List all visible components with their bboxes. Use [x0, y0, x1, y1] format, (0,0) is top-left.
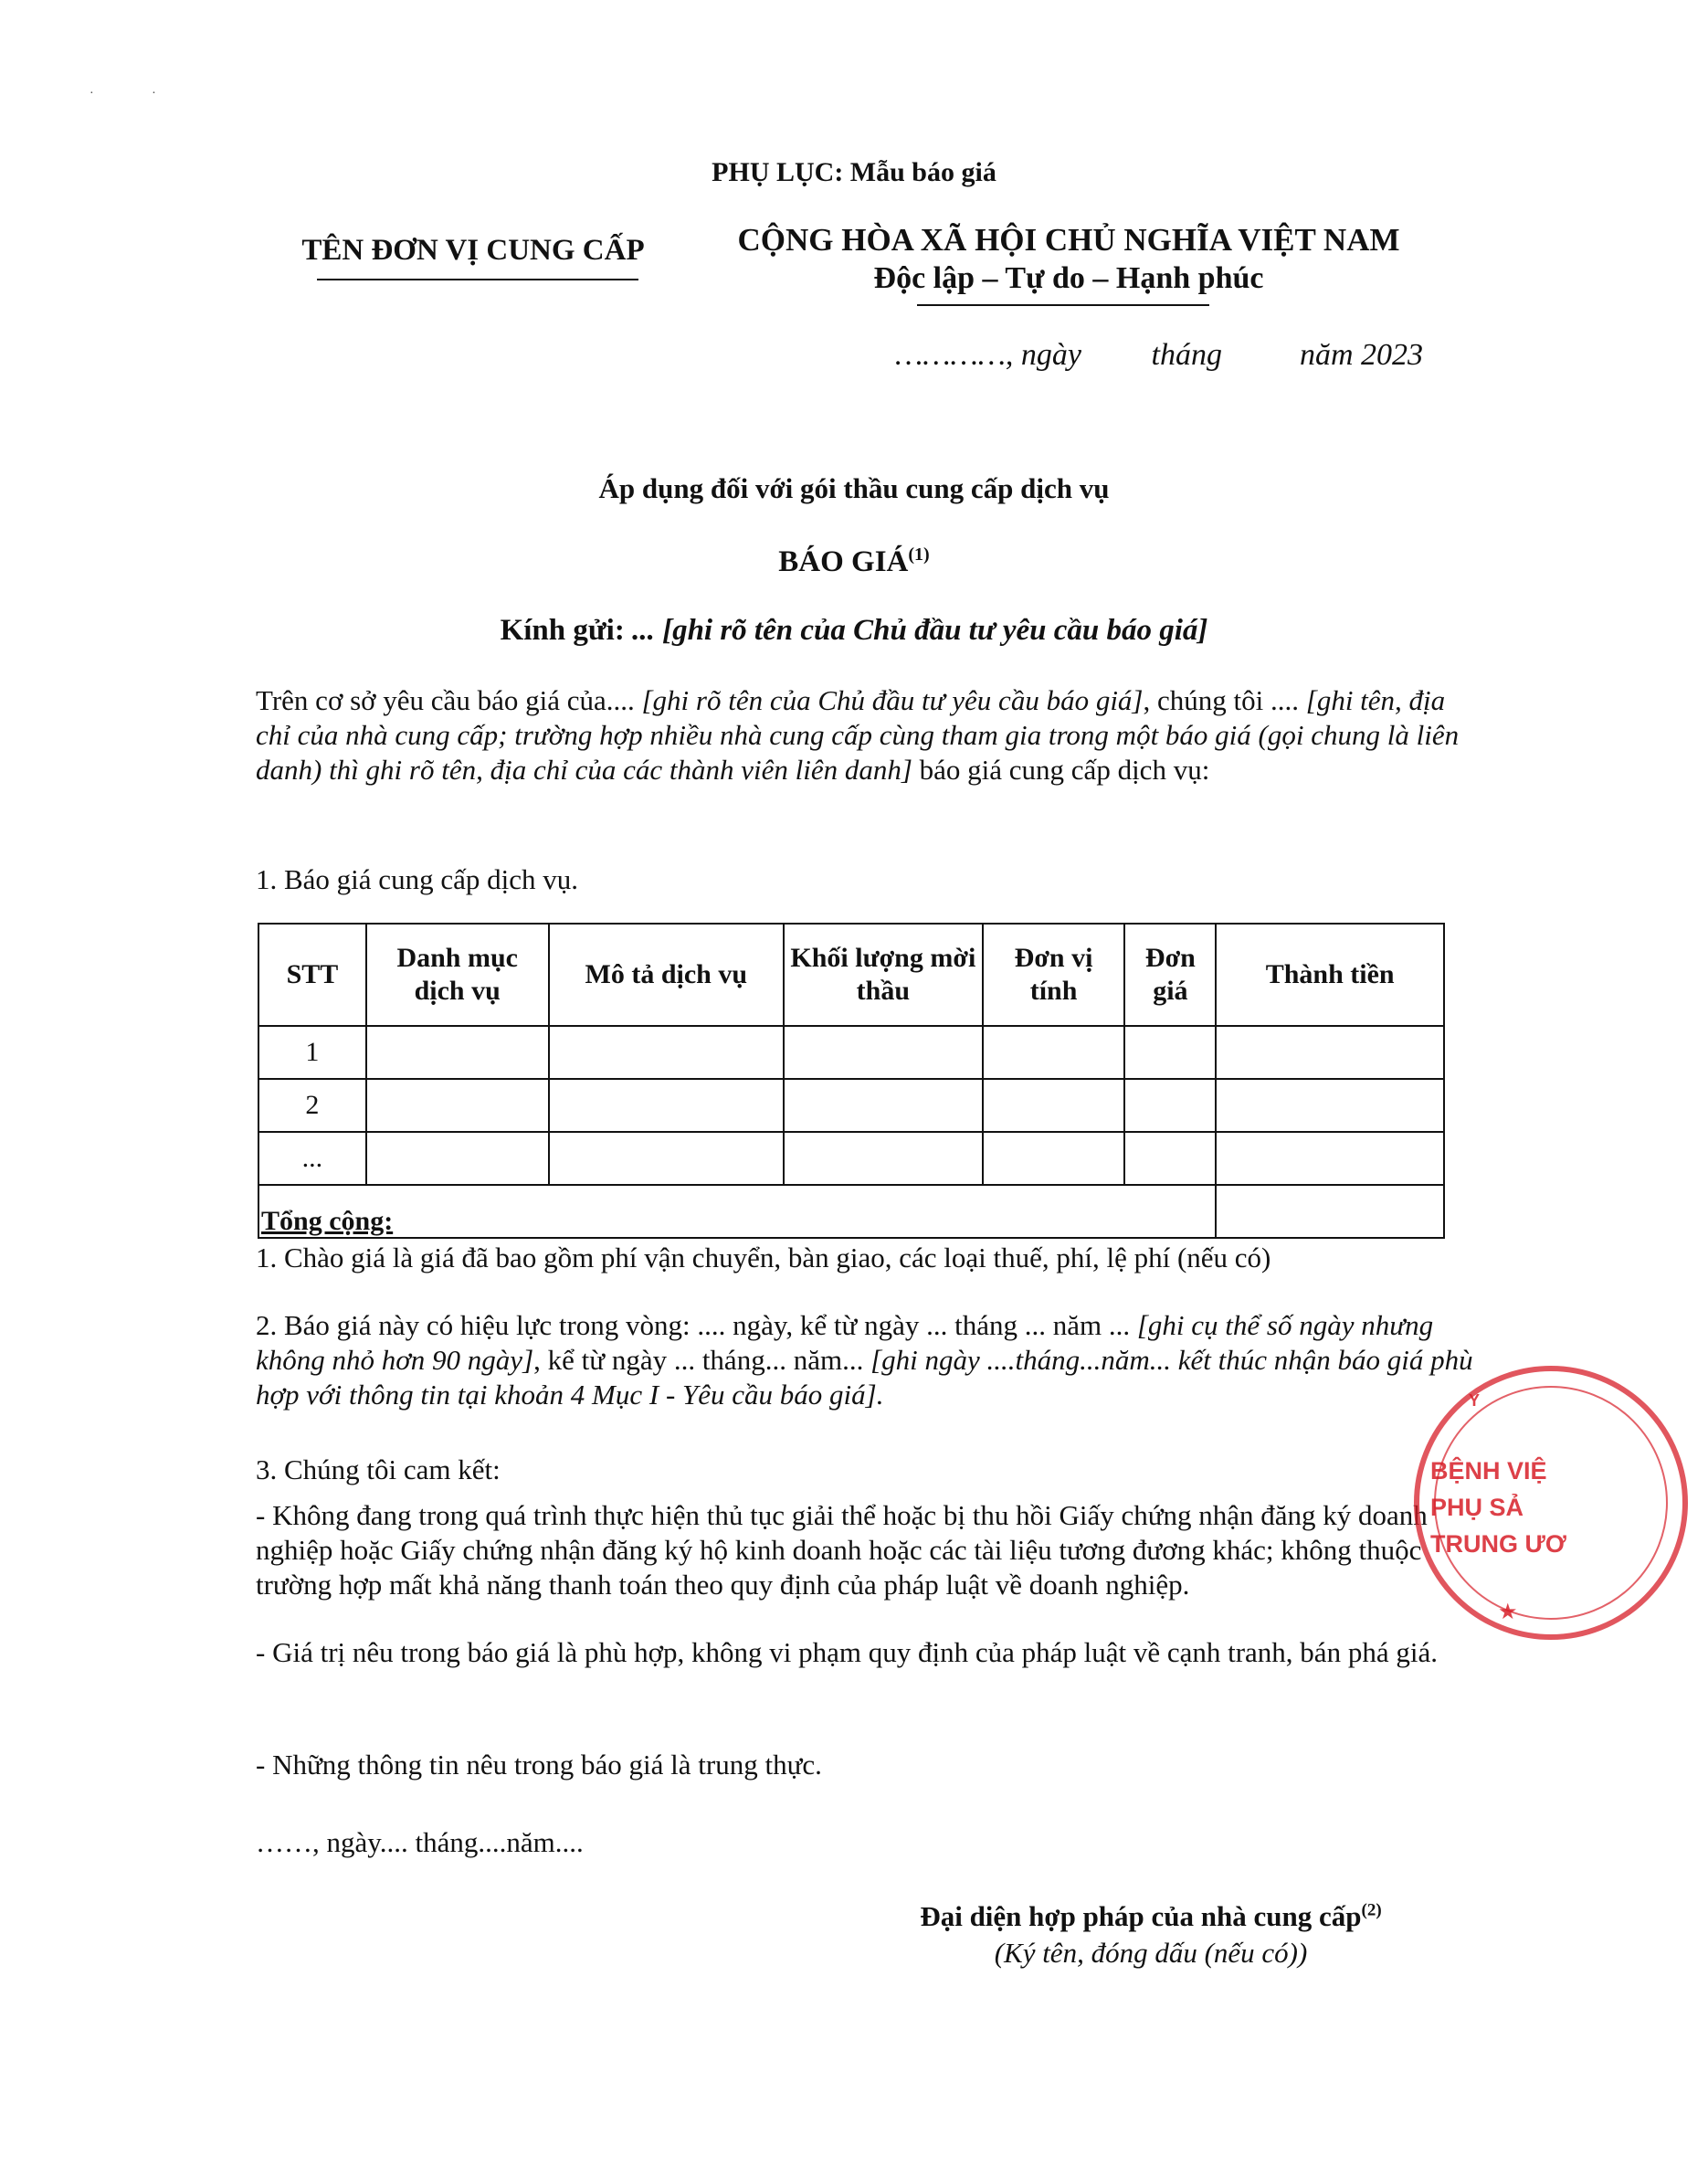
red-seal-stamp — [1414, 1366, 1566, 1658]
supplier-unit-name: TÊN ĐƠN VỊ CUNG CẤP — [301, 234, 645, 267]
national-title: CỘNG HÒA XÃ HỘI CHỦ NGHĨA VIỆT NAM — [737, 222, 1400, 258]
table-row — [258, 1132, 1444, 1185]
note-2-text-e: . — [876, 1379, 884, 1411]
commitment-1: - Không đang trong quá trình thực hiện thủ tục giải thể hoặc bị thu hồi Giấy chứng nhận đăng ký doanh nghiệp hoặc Giấy chứng nhận đăng ký hộ kinh doanh hoặc các tài liệu tương đương khác; không thuộc trường hợp mất khả năng thanh toán theo quy định của pháp luật về doanh nghiệp. — [256, 1499, 1428, 1601]
note-2 — [256, 1308, 1484, 1412]
note-2-text-c: , kể từ ngày ... tháng... năm... — [533, 1344, 871, 1376]
intro-text-3: báo giá cung cấp dịch vụ: — [912, 754, 1210, 786]
stamp-star-icon: ★ — [1498, 1601, 1518, 1624]
cell-empty — [1124, 1132, 1216, 1185]
header-volume: Khối lượng mời thầu — [784, 924, 983, 1026]
row-stt: 1 — [258, 1026, 366, 1079]
quote-title — [0, 544, 1708, 579]
cell-empty — [549, 1079, 784, 1132]
row-stt: ... — [258, 1132, 366, 1185]
cell-empty — [983, 1132, 1125, 1185]
scan-specks: · · — [90, 87, 184, 100]
cell-empty — [983, 1079, 1125, 1132]
signature-note: (Ký tên, đóng dấu (nếu có)) — [994, 1937, 1308, 1969]
stamp-line-2: PHỤ SẢ — [1430, 1494, 1524, 1521]
note-2-text-a: 2. Báo giá này có hiệu lực trong vòng: .... ngày, kể từ ngày ... tháng ... năm ... — [256, 1309, 1137, 1341]
applies-to-heading: Áp dụng đối với gói thầu cung cấp dịch vụ — [598, 472, 1110, 504]
intro-text-2: , chúng tôi .... — [1143, 684, 1306, 716]
cell-empty — [1124, 1026, 1216, 1079]
intro-italic-2: [ghi tên, địa chỉ của nhà cung cấp; trường hợp nhiều nhà cung cấp cùng tham gia trong một báo giá (gọi chung là liên danh) thì ghi rõ tên, địa chỉ của các thành viên liên danh] — [256, 684, 1460, 786]
greeting — [0, 614, 1708, 648]
appendix-title: PHỤ LỤC: Mẫu báo giá — [712, 157, 996, 187]
row-stt: 2 — [258, 1079, 366, 1132]
quote-footnote-mark: (1) — [908, 544, 930, 565]
note-3-heading: 3. Chúng tôi cam kết: — [256, 1453, 501, 1485]
total-label: Tổng cộng: — [258, 1185, 1216, 1238]
note-2-italic-d: [ghi ngày ....tháng...năm... kết thúc nhận báo giá phù hợp với thông tin tại khoản 4 Mục I - Yêu cầu báo giá] — [256, 1344, 1473, 1411]
cell-empty — [549, 1026, 784, 1079]
stamp-line-3: TRUNG ƯƠ — [1430, 1530, 1566, 1558]
dateline: …………, ngày tháng năm 2023 — [895, 338, 1424, 372]
cell-empty — [1124, 1079, 1216, 1132]
section-1-heading: 1. Báo giá cung cấp dịch vụ. — [256, 863, 578, 895]
representative-footnote-mark: (2) — [1361, 1900, 1382, 1920]
unit-name-underline — [317, 279, 638, 280]
commitment-2: - Giá trị nêu trong báo giá là phù hợp, không vi phạm quy định của pháp luật về cạnh tranh, bán phá giá. — [256, 1636, 1438, 1668]
total-amount-cell — [1216, 1185, 1444, 1238]
table-row — [258, 1026, 1444, 1079]
header-service-description: Mô tả dịch vụ — [549, 924, 784, 1026]
note-2-italic-b: [ghi cụ thể số ngày nhưng không nhỏ hơn 90 ngày] — [256, 1309, 1434, 1376]
cell-empty — [1216, 1079, 1444, 1132]
header-unit: Đơn vị tính — [983, 924, 1125, 1026]
cell-empty — [549, 1132, 784, 1185]
representative-title — [831, 1900, 1471, 1933]
cell-empty — [784, 1026, 983, 1079]
cell-empty — [1216, 1132, 1444, 1185]
table-total-row — [258, 1185, 1444, 1238]
signing-date-line: ……, ngày.... tháng....năm.... — [256, 1826, 584, 1858]
representative-text: Đại diện hợp pháp của nhà cung cấp — [920, 1900, 1362, 1932]
note-1: 1. Chào giá là giá đã bao gồm phí vận chuyển, bàn giao, các loại thuế, phí, lệ phí (nếu có) — [256, 1242, 1271, 1273]
cell-empty — [366, 1132, 549, 1185]
cell-empty — [1216, 1026, 1444, 1079]
stamp-top-letter: Y — [1469, 1391, 1481, 1410]
cell-empty — [784, 1079, 983, 1132]
header-stt: STT — [258, 924, 366, 1026]
header-service-category: Danh mục dịch vụ — [366, 924, 549, 1026]
motto-underline — [917, 304, 1209, 306]
greeting-recipient: ... [ghi rõ tên của Chủ đầu tư yêu cầu báo giá] — [624, 614, 1208, 647]
intro-text-1: Trên cơ sở yêu cầu báo giá của.... — [256, 684, 642, 716]
intro-paragraph — [256, 683, 1484, 787]
greeting-label: Kính gửi: — [500, 614, 625, 647]
cell-empty — [784, 1132, 983, 1185]
table-row — [258, 1079, 1444, 1132]
header-amount: Thành tiền — [1216, 924, 1444, 1026]
quote-title-text: BÁO GIÁ — [778, 545, 909, 578]
cell-empty — [366, 1026, 549, 1079]
cell-empty — [983, 1026, 1125, 1079]
quote-table — [258, 923, 1445, 1239]
commitment-3: - Những thông tin nêu trong báo giá là trung thực. — [256, 1749, 822, 1781]
intro-italic-1: [ghi rõ tên của Chủ đầu tư yêu cầu báo giá] — [641, 684, 1144, 716]
table-header-row — [258, 924, 1444, 1026]
national-motto: Độc lập – Tự do – Hạnh phúc — [873, 261, 1264, 295]
stamp-line-1: BỆNH VIỆ — [1430, 1457, 1547, 1485]
header-unit-price: Đơn giá — [1124, 924, 1216, 1026]
cell-empty — [366, 1079, 549, 1132]
